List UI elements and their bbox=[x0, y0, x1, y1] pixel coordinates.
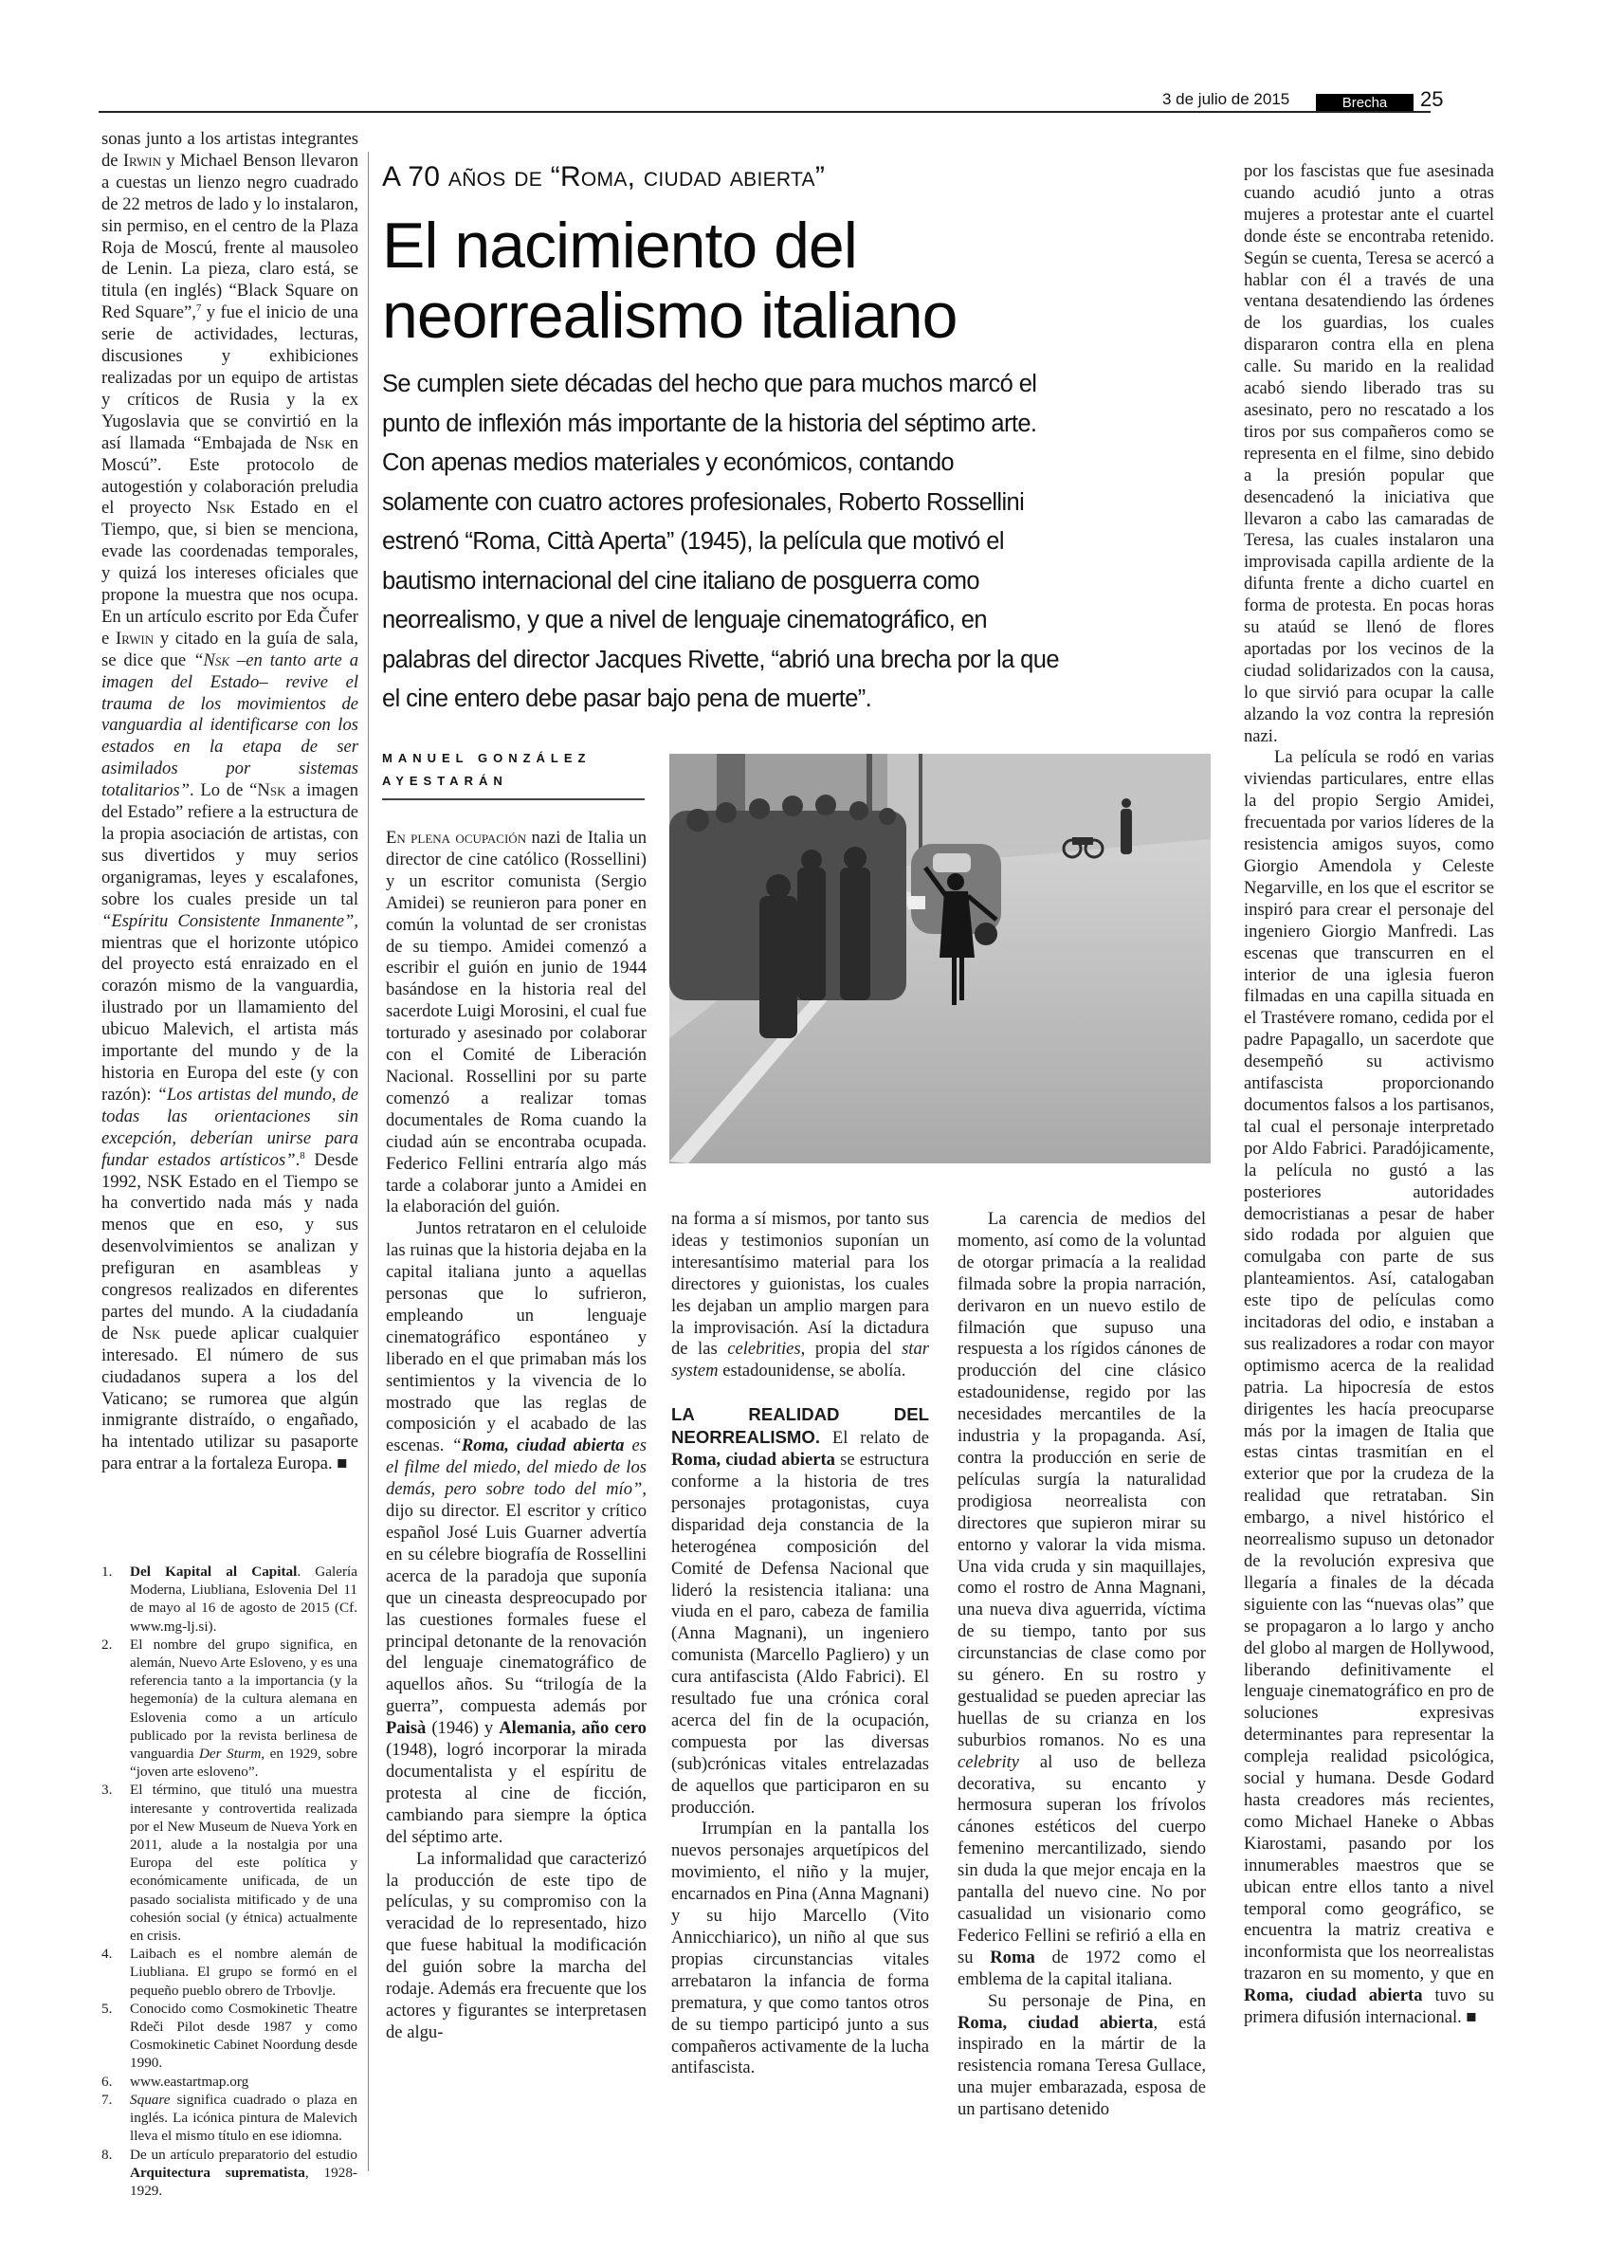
end-of-article-mark: ■ bbox=[1466, 2007, 1477, 2028]
article-byline bbox=[382, 747, 645, 800]
byline-line: AYESTARÁN bbox=[382, 774, 508, 788]
article-paragraph: Su personaje de Pina, en Roma, ciudad abierta, está inspirado en la mártir de la resistencia romana Teresa Gullace, una mujer embarazada, esposa de un partisano detenido bbox=[958, 1990, 1206, 2120]
article-paragraph: LA REALIDAD DEL NEORREALISMO. El relato de Roma, ciudad abierta se estructura conforme a la historia de tres personajes protagonistas, cuya disparidad deja constancia de la heterogénea composición del Comité de Defensa Nacional que lideró la resistencia italiana: una viuda en el paro, cabeza de familia (Anna Magnani), un ingeniero comunista (Marcello Pagliero) y un cura antifascista (Aldo Fabrici). El resultado fue una crónica coral acerca del fin de la ocupación, compuesta por las diversas (sub)crónicas vitales entrelazadas de aquellos que participaron en su producción. bbox=[671, 1404, 929, 1818]
photo-still-icon bbox=[669, 754, 1211, 1163]
article-paragraph: En plena ocupación nazi de Italia un director de cine católico (Rossellini) y un escritor comunista (Sergio Amidei) se reunieron para poner en común la voluntad de ser cronistas de su tiempo. Amidei comenzó a escribir el guión en junio de 1944 basándose en la historia real del sacerdote Luigi Morosini, el cual fue torturado y asesinado por colaborar con el Comité de Liberación Nacional. Rossellini por su parte comenzó a realizar tomas documentales de Roma cuando la ciudad aún se encontraba ocupada. Federico Fellini entraría algo más tarde a colaborar junto a Amidei en la elaboración del guión. bbox=[386, 828, 647, 1217]
previous-article-column bbox=[101, 129, 358, 1475]
issue-date: 3 de julio de 2015 bbox=[1162, 90, 1290, 108]
footnote: 5. Conocido como Cosmokinetic Theatre Rdeči Pilot desde 1987 y como Cosmokinetic Cabinet Noordung desde 1990. bbox=[101, 2000, 357, 2072]
article-paragraph: Juntos retrataron en el celuloide las ruinas que la historia dejaba en la capital italiana junto a aquellas personas que lo sufrieron, empleando un lenguaje cinematográfico espontáneo y liberado en el que primaban más los sentimientos y la vivencia de lo mostrado que las reglas de composición y el acabado de las escenas. “Roma, ciudad abierta es el filme del miedo, del miedo de los demás, pero sobre todo del mío”, dijo su director. El escritor y crítico español José Luis Guarner advertía en su célebre biografía de Rossellini acerca de la paradoja que suponía que un cineasta despreocupado por las cuestiones formales fuese el principal detonante de la renovación del lenguaje cinematográfico de aquellos años. Su “trilogía de la guerra”, compuesta además por Paisà (1946) y Alemania, año cero (1948), logró incorporar la mirada documentalista y el espíritu de protesta al cine de ficción, cambiando para siempre la óptica del séptimo arte. bbox=[386, 1218, 648, 1847]
film-still-photo bbox=[669, 754, 1211, 1163]
footnote: 8. De un artículo preparatorio del estudio Arquitectura suprematista, 1928-1929. bbox=[101, 2146, 357, 2199]
article-kicker: A 70 años de “Roma, ciudad abierta” bbox=[382, 161, 826, 192]
article-paragraph: La carencia de medios del momento, así como de la voluntad de otorgar primacía a la realidad filmada sobre la propia narración, derivaron en un nuevo estilo de filmación que supuso una respuesta a los rígidos cánones de producción del cine clásico estadounidense, regido por las necesidades mercantiles de la industria y la propaganda. Así, contra la producción en serie de películas surgía la naturalidad prodigiosa neorrealista con directores que supieron mirar su entorno y valorar la vida misma. Una vida cruda y sin maquillajes, como el rostro de Anna Magnani, una nueva diva aguerrida, víctima de su tiempo, tanto por sus circunstancias de clase como por su género. En su rostro y gestualidad se pueden apreciar las huellas de su crianza en los suburbios romanos. No es una celebrity al uso de belleza decorativa, su encanto y hermosura superan los frívolos cánones estéticos del cuerpo femenino mercantilizado, siendo sin duda la que mejor encaja en la pantalla del nuevo cine. No por casualidad un visionario como Federico Fellini se refirió a ella en su Roma de 1972 como el emblema de la capital italiana. bbox=[958, 1209, 1206, 1989]
section-subhead: LA REALIDAD DEL NEORREALISMO. bbox=[671, 1404, 929, 1448]
article-paragraph: na forma a sí mismos, por tanto sus ideas y testimonios suponían un interesantísimo material para los directores y guionistas, los cuales les dejaban un amplio margen para la improvisación. Así la dictadura de las celebrities, propia del star system estadounidense, se abolía. bbox=[671, 1209, 929, 1381]
byline-line: MANUEL GONZÁLEZ bbox=[382, 751, 592, 765]
header-rule bbox=[99, 111, 1431, 113]
article-column-3 bbox=[958, 1209, 1206, 2121]
article-paragraph: La película se rodó en varias viviendas particulares, entre ellas la del propio Sergio Amidei, frecuentada por varios líderes de la resistencia amigos suyos, como Giorgio Amendola y Celeste Negarville, en los que el escritor se inspiró para crear el personaje del ingeniero Giorgio Manfredi. Las escenas que transcurren en el interior de una iglesia fueron filmadas en una capilla situada en el Trastévere romano, cedida por el padre Papagallo, un sacerdote que desempeñó su activismo antifascista proporcionando documentos falsos a los partisanos, tal cual el personaje interpretado por Aldo Fabrici. Paradójicamente, la película no gustó a las posteriores autoridades democristianas a pesar de haber sido rodada por alguien que comulgaba con parte de sus planteamientos. Así, catalogaban este tipo de películas como incitadoras del odio, e instaban a sus realizadores a rodar con mayor optimismo acerca de la realidad patria. La hipocresía de estos dirigentes les hacía preocuparse más por la imagen de Italia que estas cintas trasmitían en el exterior que por la crudeza de la realidad que retrataban. Sin embargo, a nivel histórico el neorrealismo supuso un detonador de la revolución expresiva que llegaría a finales de la década siguiente con las “nuevas olas” que se propagaron a lo largo y ancho del globo al margen de Hollywood, liberando definitivamente el lenguaje cinematográfico en pro de soluciones expresivas determinantes para representar la compleja realidad psicológica, social y humana. Desde Godard hasta creadores más recientes, como Michael Haneke o Abbas Kiarostami, pasando por los innumerables maestros que se ubican entre ellos tanto a nivel temporal como geográfico, se encuentra la matriz creativa e inconformista que los neorrealistas trazaron en su momento, y que en Roma, ciudad abierta tuvo su primera difusión internacional. ■ bbox=[1244, 747, 1494, 2028]
column-divider bbox=[368, 152, 369, 2171]
article-deck: Se cumplen siete décadas del hecho que para muchos marcó el punto de inflexión más importante de la historia del séptimo arte. Con apenas medios materiales y económicos, contando solamente con cuatro actores profesionales, Roberto Rossellini estrenó “Roma, Città Aperta” (1945), la película que motivó el bautismo internacional del cine italiano de posguerra como neorrealismo, y que a nivel de lenguaje cinematográfico, en palabras del director Jacques Rivette, “abrió una brecha por la que el cine entero debe pasar bajo pena de muerte”. bbox=[382, 371, 1059, 712]
article-column-2 bbox=[671, 1209, 929, 2079]
article-paragraph: por los fascistas que fue asesinada cuando acudió junto a otras mujeres a protestar ante el cuartel donde éste se encontraba retenido. Según se cuenta, Teresa se acercó a hablar con él a través de una ventana desatendiendo las órdenes de los guardias, los cuales dispararon contra ella en plena calle. Su marido en la realidad acabó siendo liberado tras su asesinato, pero no rescatado a los tiros por sus compañeros como se representa en el filme, sino debido a la presión popular que desencadenó la iniciativa que llevaron a cabo las camaradas de Teresa, las cuales instalaron una improvisada capilla ardiente de la difunta frente a dicho cuartel en forma de protesta. En pocas horas su ataúd se llenó de flores aportadas por los vecinos de la ciudad solidarizados con la causa, lo que sirvió para ocupar la calle alzando la voz contra la represión nazi. bbox=[1244, 161, 1494, 746]
publication-name: Brecha bbox=[1316, 94, 1414, 112]
article-column-4 bbox=[1244, 161, 1494, 2029]
page-number: 25 bbox=[1420, 87, 1444, 111]
footnotes-list bbox=[101, 1563, 357, 2200]
end-of-article-mark: ■ bbox=[337, 1454, 348, 1474]
footnote: 4. Laibach es el nombre alemán de Liubliana. El grupo se formó en el pequeño pueblo obrero de Trbovlje. bbox=[101, 1946, 357, 1999]
article-title: El nacimiento del neorrealismo italiano bbox=[382, 210, 958, 352]
article-paragraph: Irrumpían en la pantalla los nuevos personajes arquetípicos del movimiento, el niño y la mujer, encarnados en Pina (Anna Magnani) y su hijo Marcello (Vito Annicchiarico), un niño al que sus propias circunstancias vitales arrebataron la infancia de forma prematura, y que como tantos otros de su tiempo participó junto a sus compañeros activamente de la lucha antifascista. bbox=[671, 1819, 929, 2078]
footnote: 1. Del Kapital al Capital. Galería Moderna, Liubliana, Eslovenia Del 11 de mayo al 16 de agosto de 2015 (Cf. www.mg-lj.si). bbox=[101, 1564, 357, 1635]
previous-article-text: sonas junto a los artistas integrantes de Irwin y Michael Benson llevaron a cuestas un lienzo negro cuadrado de 22 metros de lado y lo instalaron, sin permiso, en el centro de la Plaza Roja de Moscú, frente al mausoleo de Lenin. La pieza, claro está, se titula (en inglés) “Black Square on Red Square”,$^7$ y fue el inicio de una serie de actividades, lecturas, discusiones y exhibiciones realizadas por un equipo de artistas y críticos de Rusia y la ex Yugoslavia que se convirtió en la así llamada “Embajada de Nsk en Moscú”. Este protocolo de autogestión y colaboración preludia el proyecto Nsk Estado en el Tiempo, que, si bien se menciona, evade las coordenadas temporales, y quizá los intereses oficiales que propone la muestra que nos ocupa. En un artículo escrito por Eda Čufer e Irwin y citado en la guía de sala, se dice que “Nsk –en tanto arte a imagen del Estado– revive el trauma de los movimientos de vanguardia al identificarse con los estados en la etapa de ser asimilados por sistemas totalitarios”. Lo de “Nsk a imagen del Estado” refiere a la estructura de la propia asociación de artistas, con sus divertidos y muy serios organigramas, leyes y escalafones, sobre los cuales preside un tal “Espíritu Consistente Inmanente”, mientras que el horizonte utópico del proyecto está enraizado en el corazón mismo de la vanguardia, ilustrado por un llamamiento del ubicuo Malevich, el artista más importante del mundo y de la historia en Europa del este (y con razón): “Los artistas del mundo, de todas las orientaciones sin excepción, deberían unirse para fundar estados artísticos”.$^8$ Desde 1992, NSK Estado en el Tiempo se ha convertido nada más y nada menos que en eso, y sus desenvolvimientos se analizan y prefiguran en asambleas y congresos realizados en diferentes partes del mundo. A la ciudadanía de Nsk puede aplicar cualquier interesado. El número de sus ciudadanos supera a los del Vaticano; se rumorea que algún inmigrante distraído, o engañado, ha intentado utilizar su pasaporte para entrar a la fortaleza Europa. ■ bbox=[101, 129, 359, 1474]
footnote: 6. www.eastartmap.org bbox=[101, 2073, 249, 2090]
lead-in: En plena ocupación bbox=[386, 828, 527, 848]
footnote: 2. El nombre del grupo significa, en alemán, Nuevo Arte Esloveno, y es una referencia tanto a la importancia (y la hegemonía) de la cultura alemana en Eslovenia como a un artículo publicado por la revista berlinesa de vanguardia Der Sturm, en 1929, sobre “joven arte esloveno”. bbox=[101, 1636, 357, 1781]
footnote: 3. El término, que tituló una muestra interesante y controvertida realizada por el New Museum de Nueva York en 2011, alude a la nostalgia por una Europa del este política y económicamente unificada, de un pasado socialista mitificado y de una cohesión social (y étnica) actualmente en crisis. bbox=[101, 1782, 357, 1945]
footnote: 7. Square significa cuadrado o plaza en inglés. La icónica pintura de Malevich lleva el mismo título en ese idiomna. bbox=[101, 2091, 357, 2145]
article-column-1 bbox=[386, 828, 647, 2044]
article-paragraph: La informalidad que caracterizó la producción de este tipo de películas, y su compromiso con la veracidad de lo representado, hizo que fuese habitual la modificación del guión sobre la marcha del rodaje. Además era frecuente que los actores y figurantes se interpretasen de algu- bbox=[386, 1848, 647, 2042]
footnote-link: www.eastartmap.org bbox=[130, 2073, 249, 2090]
